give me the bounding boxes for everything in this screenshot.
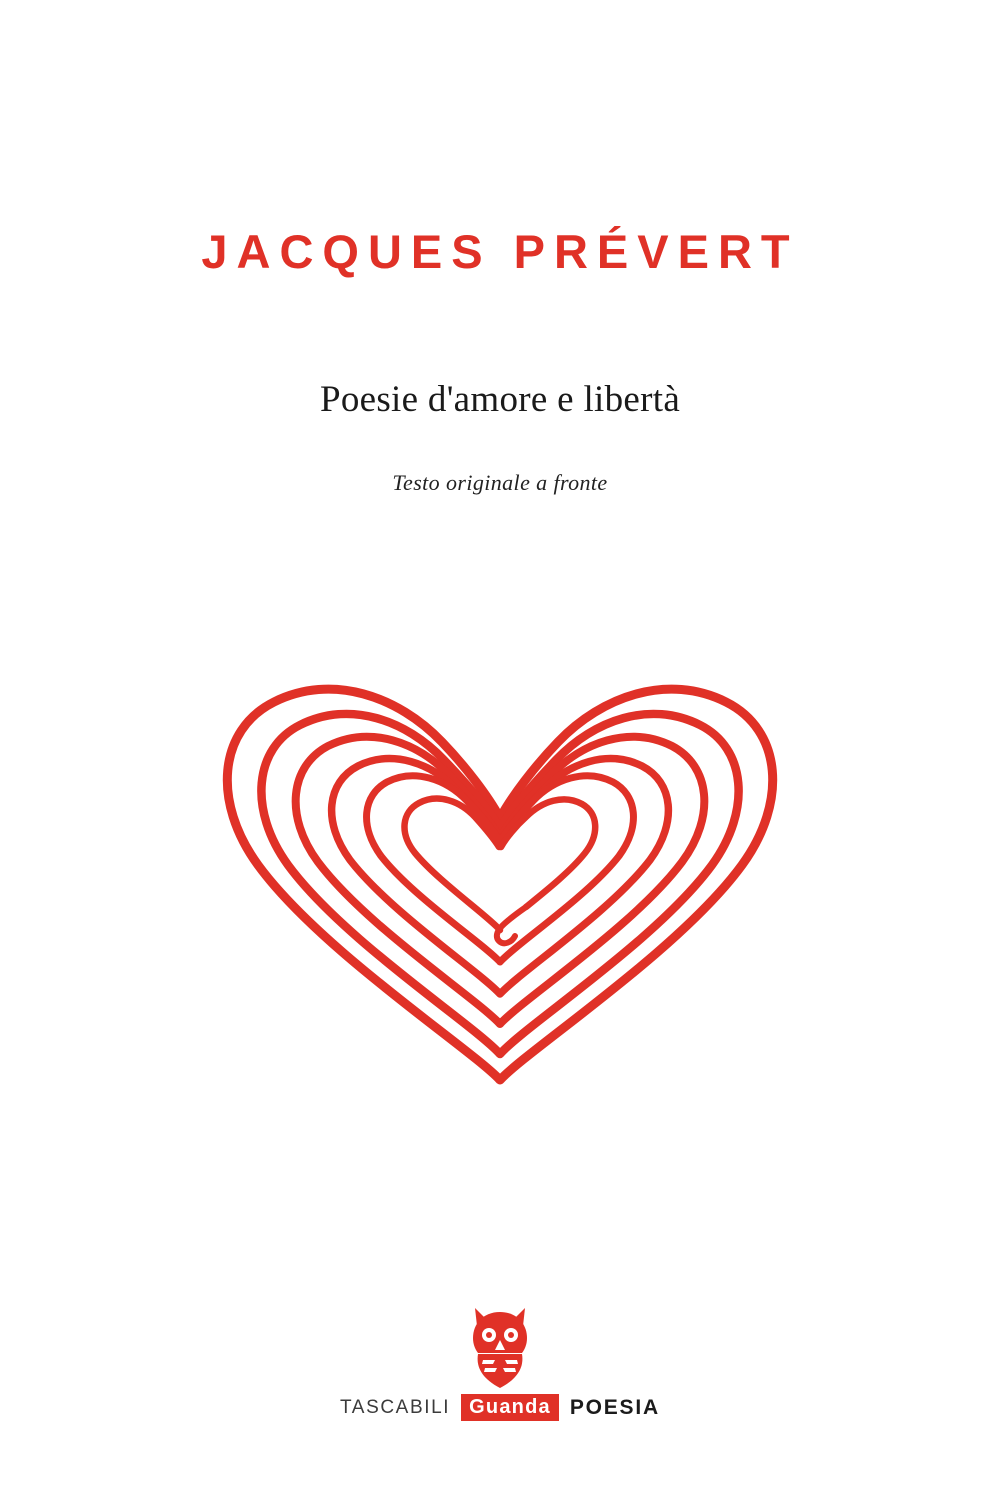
book-subtitle: Testo originale a fronte: [392, 470, 608, 495]
guanda-owl-logo-icon: [461, 1304, 539, 1390]
imprint-logo-guanda: Guanda: [461, 1394, 559, 1421]
heart-spiral-illustration: [170, 650, 830, 1110]
series-label-tascabili: TASCABILI: [340, 1396, 451, 1418]
book-title: Poesie d'amore e libertà: [319, 379, 681, 420]
series-label-poesia: POESIA: [569, 1395, 660, 1419]
author-name: JACQUES PRÉVERT: [201, 225, 799, 278]
publisher-block: [0, 1304, 1000, 1421]
publisher-series-row: [340, 1394, 660, 1421]
